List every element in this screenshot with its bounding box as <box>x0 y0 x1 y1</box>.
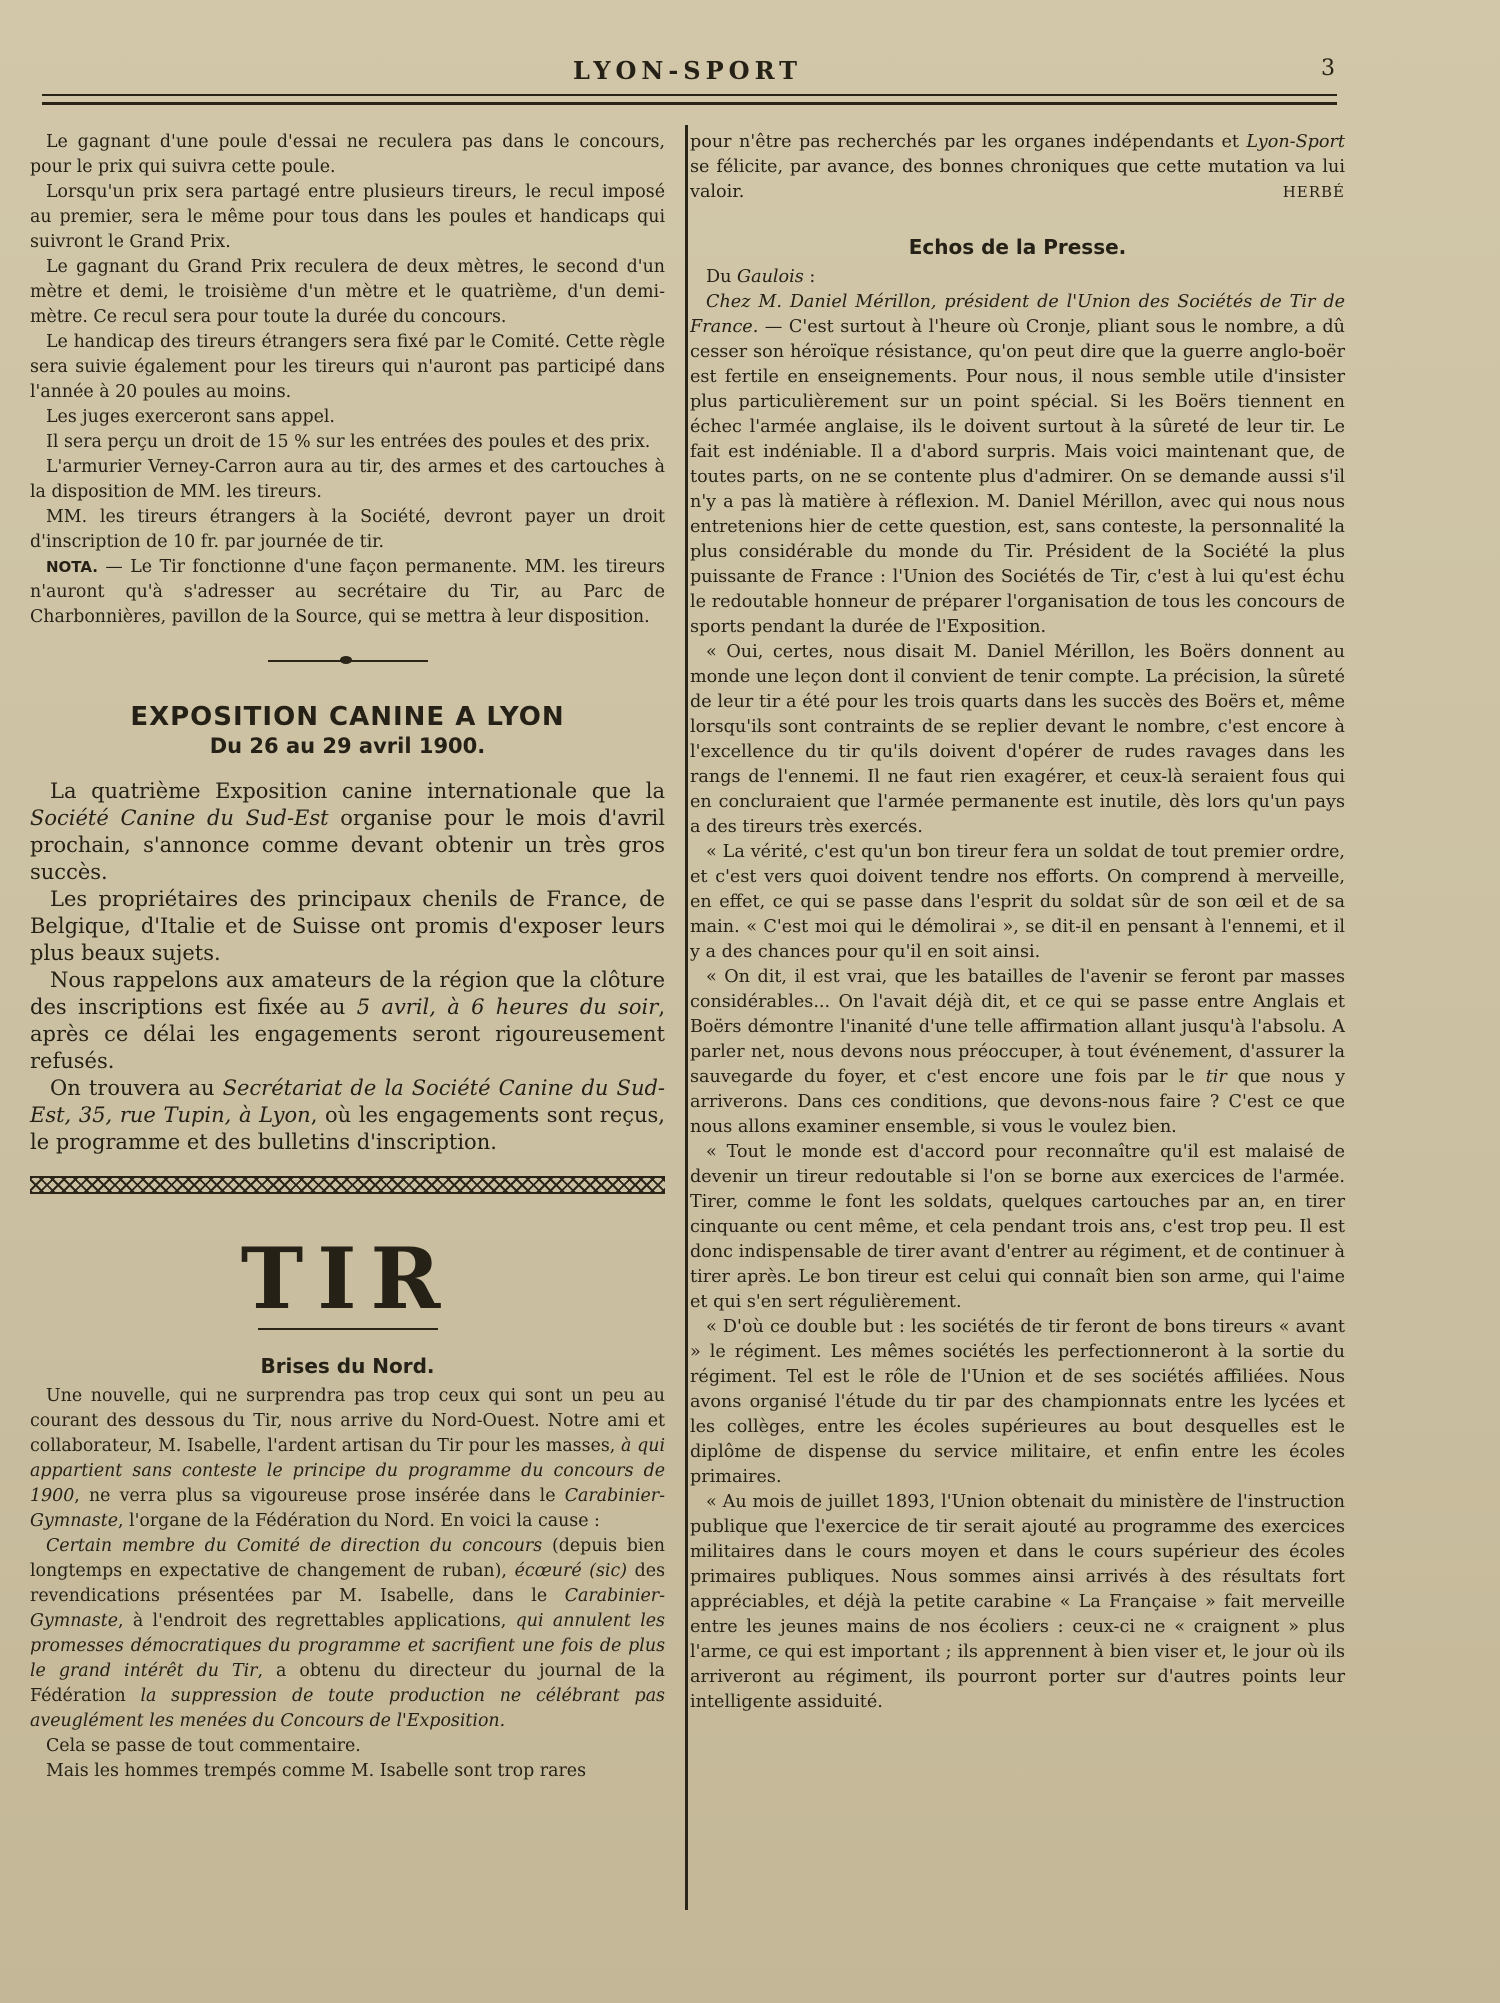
expo-subtitle: Du 26 au 29 avril 1900. <box>209 734 486 758</box>
press-paragraph: « On dit, il est vrai, que les batailles de l'avenir se feront par masses considérables... On l'avait déjà dit, et ce qui se passe entre Anglais et Boërs démontre l'inanité d'une telle affirmation allant jusqu'à l'absolu. A parler net, nous devons nous préoccuper, à tout événement, d'assurer la sauvegarde du foyer, et c'est encore une fois par le tir que nous y arriverons. Dans ces conditions, que devons-nous faire ? C'est ce que nous allons examiner ensemble, si vous le voulez bien. <box>690 967 1346 1137</box>
expo-paragraph: Nous rappelons aux amateurs de la région que la clôture des inscriptions est fixée au 5 avril, à 6 heures du soir, après ce délai les engagements seront rigoureusement refusés. <box>30 968 665 1073</box>
section-title: Brises du Nord. <box>260 1354 435 1378</box>
press-paragraph: « Au mois de juillet 1893, l'Union obtenait du ministère de l'instruction publique que l'exercice de tir serait ajouté au programme des exercices militaires dans le cours moyen et dans le cours supérieur des écoles primaires publiques. Nous sommes ainsi arrivés à des résultats fort appréciables, et déjà la petite carabine « La Française » fait merveille entre les jeunes mains de nos écoliers : ceux-ci ne « craignent » plus l'arme, ce qui est important ; ils apprennent à bien viser et, le jour où ils arriveront au régiment, ils pourront porter sur d'autres points leur intelligente assiduité. <box>690 1492 1345 1712</box>
nota-text: — Le Tir fonctionne d'une façon permanente. MM. les tireurs n'auront qu'à s'adresser au secrétaire du Tir, au Parc de Charbonnières, pavillon de la Source, qui se mettra à leur disposition. <box>30 557 665 627</box>
tir-paragraph: Une nouvelle, qui ne surprendra pas trop ceux qui sont un peu au courant des dessous du Tir, nous arrive du Nord-Ouest. Notre ami et collaborateur, M. Isabelle, l'ardent artisan du Tir pour les masses, à qui appartient sans conteste le principe du programme du concours de 1900, ne verra plus sa vigoureuse prose insérée dans le Carabinier-Gymnaste, l'organe de la Fédération du Nord. En voici la cause : <box>30 1386 666 1531</box>
press-paragraph: Chez M. Daniel Mérillon, président de l'Union des Sociétés de Tir de France. — C'est surtout à l'heure où Cronje, pliant sous le nombre, a dû cesser son héroïque résistance, qu'on peut dire que la guerre anglo-boër est fertile en enseignements. Pour nous, il nous semble utile d'insister plus particulièrement sur un point spécial. Si les Boërs tiennent en échec l'armée anglaise, ils le doivent surtout à la sûreté de leur tir. Le fait est indéniable. Il a d'abord surpris. Mais voici maintenant que, de toutes parts, on ne se contente plus d'admirer. On se demande aussi s'il n'y a pas là matière à réflexion. M. Daniel Mérillon, avec qui nous nous entretenions hier de cette question, est, sans conteste, la personnalité la plus considérable du monde du Tir. Président de la Société la plus puissante de France : l'Union des Sociétés de Tir, c'est à lui qu'est échu le redoutable honneur de préparer l'organisation de tous les concours de sports pendant la durée de l'Exposition. <box>690 292 1345 637</box>
section-title: Echos de la Presse. <box>908 235 1127 259</box>
press-paragraph: « La vérité, c'est qu'un bon tireur fera un soldat de tout premier ordre, et c'est vers quoi doivent tendre nos efforts. On comprend à merveille, en effet, ce qui se passe dans l'esprit du soldat sûr de son œil et de sa main. « C'est moi qui le démolirai », se dit-il en pensant à l'ennemi, et il y a des chances pour qu'il en soit ainsi. <box>690 842 1345 962</box>
tir-title: TIR <box>240 1229 455 1328</box>
tir-rule <box>258 1328 438 1330</box>
rule-paragraph: Le gagnant d'une poule d'essai ne reculera pas dans le concours, pour le prix qui suivra cette poule. <box>30 132 665 177</box>
author-signature: HERBÉ <box>1282 183 1345 201</box>
nota-label: NOTA. <box>46 558 98 576</box>
tir-paragraph: Certain membre du Comité de direction du concours (depuis bien longtemps en expectative de changement de ruban), écœuré (sic) des revendications présentées par M. Isabelle, dans le Carabinier-Gymnaste, à l'endroit des regrettables applications, qui annulent les promesses démocratiques du programme et sacrifient une fois de plus le grand intérêt du Tir, a obtenu du directeur du journal de la Fédération la suppression de toute production ne célébrant pas aveuglément les menées du Concours de l'Exposition. <box>30 1536 665 1731</box>
rule-paragraph: Lorsqu'un prix sera partagé entre plusieurs tireurs, le recul imposé au premier, sera le même pour tous dans les poules et handicaps qui suivront le Grand Prix. <box>30 182 665 252</box>
rule-paragraph: Les juges exerceront sans appel. <box>46 407 335 427</box>
ornament-divider <box>268 660 428 662</box>
rule-paragraph: MM. les tireurs étrangers à la Société, devront payer un droit d'inscription de 10 fr. par journée de tir. <box>30 507 665 552</box>
rule-paragraph: Le handicap des tireurs étrangers sera fixé par le Comité. Cette règle sera suivie également pour les tireurs qui n'auront pas participé dans l'année à 20 poules au moins. <box>30 332 665 402</box>
expo-paragraph: Les propriétaires des principaux chenils de France, de Belgique, d'Italie et de Suisse ont promis d'exposer leurs plus beaux sujets. <box>30 887 665 965</box>
rule-paragraph: Il sera perçu un droit de 15 % sur les entrées des poules et des prix. <box>46 432 651 452</box>
page-number: 3 <box>1321 56 1335 81</box>
expo-paragraph: La quatrième Exposition canine internationale que la Société Canine du Sud-Est organise pour le mois d'avril prochain, s'annonce comme devant obtenir un très gros succès. <box>30 779 665 884</box>
right-column <box>690 130 1345 1715</box>
left-column <box>30 130 665 1784</box>
masthead <box>40 54 1335 84</box>
column-divider <box>685 125 688 1910</box>
press-paragraph: « Oui, certes, nous disait M. Daniel Mérillon, les Boërs donnent au monde une leçon dont il convient de tenir compte. La précision, la sûreté de leur tir a été pour les trois quarts dans les succès des Boërs et, même lorsqu'ils sont contraints de se replier devant le nombre, c'est encore à l'excellence du tir qu'ils doivent d'opérer de rudes ravages dans les rangs de l'ennemi. Il ne faut rien exagérer, et ceux-là seraient fous qui en concluraient que l'armée permanente est inutile, dès lors qu'un pays a des tireurs très exercés. <box>690 642 1345 837</box>
rule-paragraph: L'armurier Verney-Carron aura au tir, des armes et des cartouches à la disposition de MM. les tireurs. <box>30 457 665 502</box>
continued-paragraph: pour n'être pas recherchés par les organes indépendants et Lyon-Sport se félicite, par avance, des bonnes chroniques que cette mutation va lui valoir. HERBÉ <box>690 130 1345 205</box>
expo-title: EXPOSITION CANINE A LYON <box>130 702 565 732</box>
wavy-divider <box>30 1176 665 1194</box>
tir-paragraph: Cela se passe de tout commentaire. <box>46 1736 361 1756</box>
nota-paragraph <box>30 555 665 630</box>
rule-paragraph: Le gagnant du Grand Prix reculera de deux mètres, le second d'un mètre et demi, le troisième d'un mètre et le quatrième, d'un demi-mètre. Ce recul sera pour toute la durée du concours. <box>30 257 665 327</box>
expo-paragraph: On trouvera au Secrétariat de la Société Canine du Sud-Est, 35, rue Tupin, à Lyon, où les engagements sont reçus, le programme et des bulletins d'inscription. <box>30 1076 666 1154</box>
press-paragraph: « Tout le monde est d'accord pour reconnaître qu'il est malaisé de devenir un tireur redoutable si l'on se borne aux exercices de l'armée. Tirer, comme le font les soldats, quelques cartouches par an, en tirer cinquante ou cent même, et cela pendant trois ans, c'est trop peu. Il est donc indispensable de tirer avant d'entrer au régiment, et de continuer à tirer après. Le bon tireur est celui qui connaît bien son arme, qui l'aime et qui s'en sert régulièrement. <box>690 1142 1345 1312</box>
newspaper-title: LYON-SPORT <box>573 56 802 85</box>
source-line: Du Gaulois : <box>706 267 816 287</box>
tir-paragraph: Mais les hommes trempés comme M. Isabelle sont trop rares <box>46 1761 587 1781</box>
press-paragraph: « D'où ce double but : les sociétés de tir feront de bons tireurs « avant » le régiment. Les mêmes sociétés les perfectionneront à la sortie du régiment. Tel est le rôle de l'Union et de ses sociétés affiliées. Nous avons organisé l'étude du tir par des championnats entre les lycées et les collèges, entre les écoles supérieures au bout desquelles est le diplôme de dispense du service militaire, et enfin entre les écoles primaires. <box>690 1317 1345 1487</box>
header-rule <box>42 94 1337 105</box>
